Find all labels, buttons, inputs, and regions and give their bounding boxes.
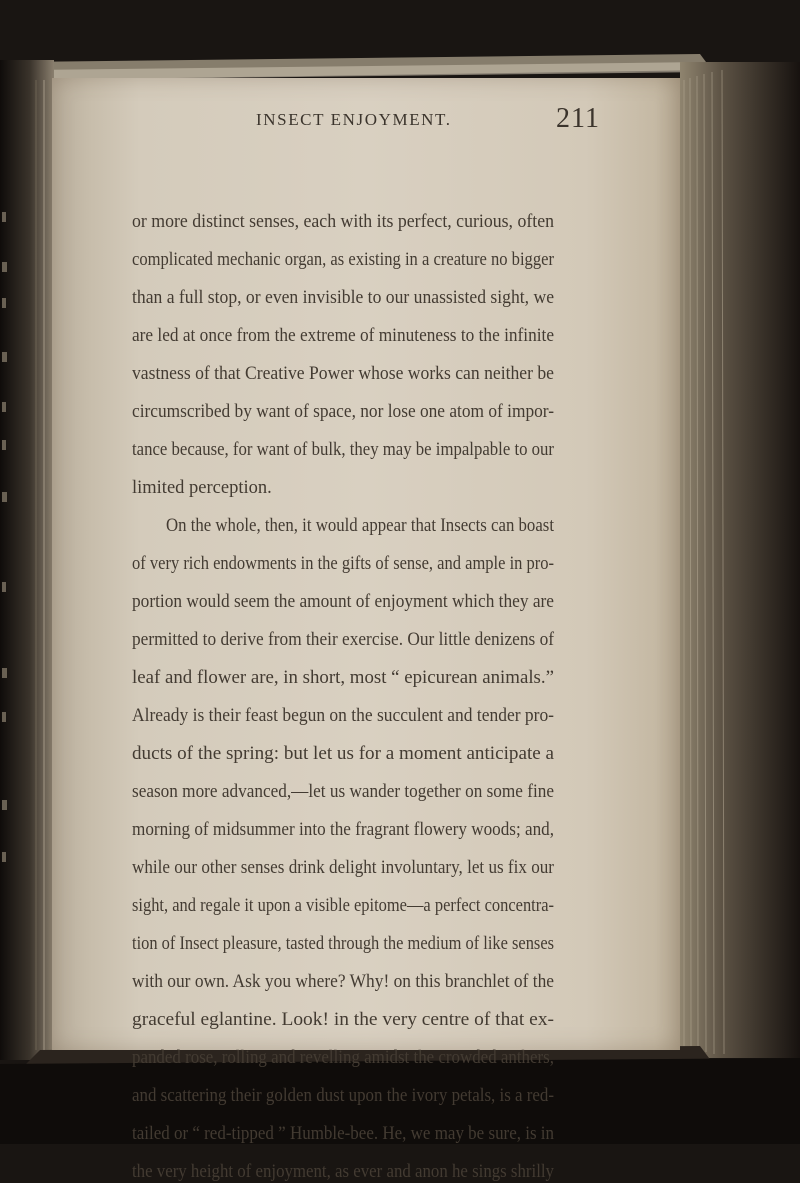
text-line: ducts of the spring: but let us for a moment anticipate a	[132, 744, 554, 764]
text-line: circumscribed by want of space, nor lose one atom of impor-	[132, 402, 554, 422]
text-line: sight, and regale it upon a visible epitome—a perfect concentra-	[132, 896, 555, 916]
text-line: complicated mechanic organ, as existing in a creature no bigger	[132, 250, 554, 270]
text-line: On the whole, then, it would appear that Insects can boast	[166, 516, 554, 536]
text-line: and scattering their golden dust upon the ivory petals, is a red-	[132, 1086, 555, 1106]
text-line: are led at once from the extreme of minuteness to the infinite	[132, 326, 555, 346]
text-line: while our other senses drink delight involuntary, let us fix our	[132, 858, 554, 878]
text-line: panded rose, rolling and revelling amidst the crowded anthers,	[132, 1048, 554, 1068]
text-line: than a full stop, or even invisible to our unassisted sight, we	[132, 288, 555, 308]
text-line: of very rich endowments in the gifts of sense, and ample in pro-	[132, 554, 555, 574]
text-line: with our own. Ask you where? Why! on this branchlet of the	[132, 972, 555, 992]
text-line: graceful eglantine. Look! in the very centre of that ex-	[132, 1010, 555, 1030]
text-line: tailed or “ red-tipped ” Humble-bee. He, we may be sure, is in	[132, 1124, 555, 1144]
running-head	[256, 103, 600, 137]
text-line: the very height of enjoyment, as ever and anon he sings shrilly	[132, 1162, 554, 1182]
text-line: portion would seem the amount of enjoyment which they are	[132, 592, 555, 612]
text-line: permitted to derive from their exercise. Our little denizens of	[132, 630, 554, 650]
text-line: limited perception.	[132, 478, 272, 498]
text-line: or more distinct senses, each with its perfect, curious, often	[132, 212, 555, 232]
text-line: tance because, for want of bulk, they may be impalpable to our	[132, 440, 554, 460]
text-line: Already is their feast begun on the succulent and tender pro-	[132, 706, 554, 726]
text-line: leaf and flower are, in short, most “ epicurean animals.”	[132, 668, 554, 688]
text-line: season more advanced,—let us wander together on some fine	[132, 782, 555, 802]
text-line: morning of midsummer into the fragrant flowery woods; and,	[132, 820, 555, 840]
running-head-title: INSECT ENJOYMENT.	[256, 110, 452, 129]
page-number: 211	[556, 103, 600, 134]
text-line: vastness of that Creative Power whose works can neither be	[132, 364, 554, 384]
text-line: tion of Insect pleasure, tasted through the medium of like senses	[132, 934, 555, 954]
